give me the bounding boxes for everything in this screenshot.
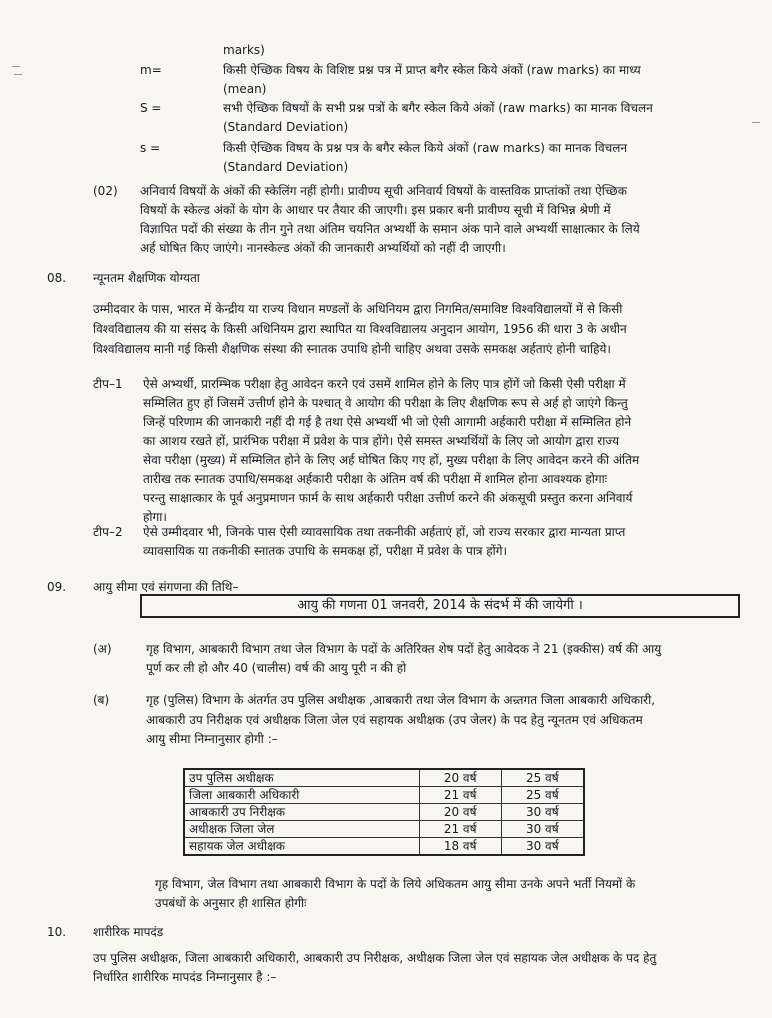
- note-line: विज्ञापित पदों की संख्या के तीन गुने तथा अंतिम चयनित अभ्यर्थी के समान अंक पाने वाले अभ्यर्थी साक्षात्कार के लिये: [140, 222, 640, 236]
- table-row: [184, 804, 584, 821]
- max-age-cell: 30 वर्ष: [501, 821, 584, 838]
- section-number: 10.: [47, 925, 67, 939]
- formula-definition: (Standard Deviation): [223, 120, 349, 134]
- formula-definition: किसी ऐच्छिक विषय के प्रश्न पत्र के बगैर स्केल किये अंकों (raw marks) का मानक विचलन: [223, 141, 628, 155]
- note-line: अर्ह घोषित किए जाएंगे। नानस्केल्ड अंकों की जानकारी अभ्यर्थियों को नहीं दी जाएगी।: [140, 241, 506, 255]
- formula-symbol: s =: [140, 141, 161, 155]
- section-title: शारीरिक मापदंड: [93, 925, 164, 939]
- note-line: ऐसे उम्मीदवार भी, जिनके पास ऐसी व्यावसायिक तथा तकनीकी अर्हताएं हों, जो राज्य सरकार द्वारा मान्यता प्राप्त: [143, 525, 626, 539]
- formula-definition: किसी ऐच्छिक विषय के विशिष्ट प्रश्न पत्र में प्राप्त बगैर स्केल किये अंकों (raw marks) का माध्य: [223, 63, 641, 77]
- paragraph-line: विश्वविद्यालय की या संसद के किसी अधिनियम द्वारा स्थापित या विश्वविद्यालय अनुदान आयोग, 1956 की धारा 3 के अधीन: [93, 322, 627, 336]
- table-row: [184, 838, 584, 856]
- fold-mark: [752, 122, 760, 123]
- post-cell: उप पुलिस अधीक्षक: [184, 769, 419, 787]
- note-label: टीप–1: [93, 377, 123, 391]
- clause-label: (अ): [93, 642, 112, 656]
- fold-mark: [12, 66, 20, 67]
- section-number: 09.: [47, 580, 67, 594]
- post-cell: सहायक जेल अधीक्षक: [184, 838, 419, 856]
- min-age-cell: 20 वर्ष: [419, 769, 501, 787]
- section-title: न्यूनतम शैक्षणिक योग्यता: [93, 271, 200, 285]
- formula-symbol: S =: [140, 101, 162, 115]
- note-line: तारीख तक स्नातक उपाधि/समकक्ष अर्हकारी परीक्षा के अंतिम वर्ष की परीक्षा में शामिल होना आवश्यक होगाः: [143, 472, 608, 486]
- paragraph-line: उपबंधों के अनुसार ही शासित होगीः: [155, 896, 307, 910]
- note-line: परन्तु साक्षात्कार के पूर्व अनुप्रमाणन फार्म के साथ अर्हकारी परीक्षा उत्तीर्ण करने की अंकसूची प्रस्तुत करना अनिवार्य: [143, 491, 633, 505]
- max-age-cell: 25 वर्ष: [501, 769, 584, 787]
- section-number: 08.: [47, 271, 67, 285]
- note-line: जिन्हें परिणाम की जानकारी नहीं दी गई है तथा ऐसे अभ्यर्थी भी जो ऐसी आगामी अर्हकारी परीक्षा में सम्मिलित होने: [143, 415, 632, 429]
- formula-symbol: m=: [140, 63, 162, 77]
- min-age-cell: 21 वर्ष: [419, 787, 501, 804]
- note-line: व्यावसायिक या तकनीकी स्नातक उपाधि के समकक्ष हों, परीक्षा में प्रवेश के पात्र होंगे।: [143, 544, 508, 558]
- formula-definition: (mean): [223, 82, 267, 96]
- note-line: अनिवार्य विषयों के अंकों की स्केलिंग नहीं होगी। प्रावीण्य सूची अनिवार्य विषयों के वास्तविक प्राप्तांकों तथा ऐच्छिक: [140, 184, 627, 198]
- paragraph-line: गृह विभाग, जेल विभाग तथा आबकारी विभाग के पदों के लिये अधिकतम आयु सीमा उनके अपने भर्ती नियमों के: [155, 877, 636, 891]
- paragraph-line: निर्धारित शारीरिक मापदंड निम्नानुसार है :–: [93, 970, 277, 984]
- min-age-cell: 21 वर्ष: [419, 821, 501, 838]
- formula-definition: (Standard Deviation): [223, 160, 349, 174]
- note-line: सेवा परीक्षा (मुख्य) में सम्मिलित होने के लिए अर्ह घोषित किए गए हों, मुख्य परीक्षा के लिए आवेदन करने की अंतिम: [143, 453, 640, 467]
- formula-fragment: marks): [223, 43, 265, 57]
- min-age-cell: 18 वर्ष: [419, 838, 501, 856]
- max-age-cell: 30 वर्ष: [501, 804, 584, 821]
- age-limit-table: [183, 768, 585, 856]
- note-label: टीप–2: [93, 525, 123, 539]
- note-line: ऐसे अभ्यर्थी, प्रारम्भिक परीक्षा हेतु आवेदन करने एवं उसमें शामिल होने के लिए पात्र होंगें जो किसी ऐसी परीक्षा में: [143, 377, 626, 391]
- note-number: (02): [93, 184, 118, 198]
- post-cell: जिला आबकारी अधिकारी: [184, 787, 419, 804]
- min-age-cell: 20 वर्ष: [419, 804, 501, 821]
- clause-line: गृह (पुलिस) विभाग के अंतर्गत उप पुलिस अधीक्षक ,आबकारी तथा जेल विभाग के अन्र्तगत जिला आबकारी अधिकारी,: [146, 693, 656, 707]
- formula-definition: सभी ऐच्छिक विषयों के सभी प्रश्न पत्रों के बगैर स्केल किये अंकों (raw marks) का मानक विचलन: [223, 101, 653, 115]
- note-line: का आशय रखते हों, प्रारंभिक परीक्षा में प्रवेश के पात्र होंगे। ऐसे समस्त अभ्यर्थियों के लिए जो आयोग द्वारा राज्य: [143, 434, 620, 448]
- table-row: [184, 787, 584, 804]
- note-line: विषयों के स्केल्ड अंकों के योग के आधार पर तैयार की जाएगी। इस प्रकार बनी प्रावीण्य सूची में विभिन्न श्रेणी में: [140, 203, 611, 217]
- post-cell: आबकारी उप निरीक्षक: [184, 804, 419, 821]
- clause-label: (ब): [93, 693, 110, 707]
- clause-line: पूर्ण कर ली हो और 40 (चालीस) वर्ष की आयु पूरी न की हो: [146, 661, 407, 675]
- max-age-cell: 25 वर्ष: [501, 787, 584, 804]
- age-reference-box: आयु की गणना 01 जनवरी, 2014 के संदर्भ में की जायेगी ।: [140, 594, 740, 618]
- section-title: आयु सीमा एवं संगणना की तिथि–: [93, 580, 239, 594]
- clause-line: आयु सीमा निम्नानुसार होगी :–: [146, 732, 278, 746]
- clause-line: गृह विभाग, आबकारी विभाग तथा जेल विभाग के पदों के अतिरिक्त शेष पदों हेतु आवेदक ने 21 (इक्कीस) वर्ष की आयु: [146, 642, 662, 656]
- max-age-cell: 30 वर्ष: [501, 838, 584, 856]
- table-row: [184, 769, 584, 787]
- clause-line: आबकारी उप निरीक्षक एवं अधीक्षक जिला जेल एवं सहायक अधीक्षक (उप जेलर) के पद हेतु न्यूनतम एवं अधिकतम: [146, 713, 643, 727]
- note-line: होगा।: [143, 510, 167, 524]
- post-cell: अधीक्षक जिला जेल: [184, 821, 419, 838]
- paragraph-line: उप पुलिस अधीक्षक, जिला आबकारी अधिकारी, आबकारी उप निरीक्षक, अधीक्षक जिला जेल एवं सहायक जेल अधीक्षक के पद हेतु: [93, 951, 657, 965]
- note-line: सम्मिलित हुए हों जिसमें उत्तीर्ण होने के पश्चात् वे आयोग की परीक्षा के लिए शैक्षणिक रूप से अर्ह हो जाएंगे किन्तु: [143, 396, 628, 410]
- table-row: [184, 821, 584, 838]
- paragraph-line: विश्वविद्यालय मानी गई किसी शैक्षणिक संस्था की स्नातक उपाधि होनी चाहिए अथवा उसके समकक्ष अर्हताएं होनी चाहिये।: [93, 342, 611, 356]
- fold-mark: [14, 74, 22, 75]
- paragraph-line: उम्मीदवार के पास, भारत में केन्द्रीय या राज्य विधान मण्डलों के अधिनियम द्वारा निगमित/समाविष्ट विश्वविद्यालयों में से किसी: [93, 302, 623, 316]
